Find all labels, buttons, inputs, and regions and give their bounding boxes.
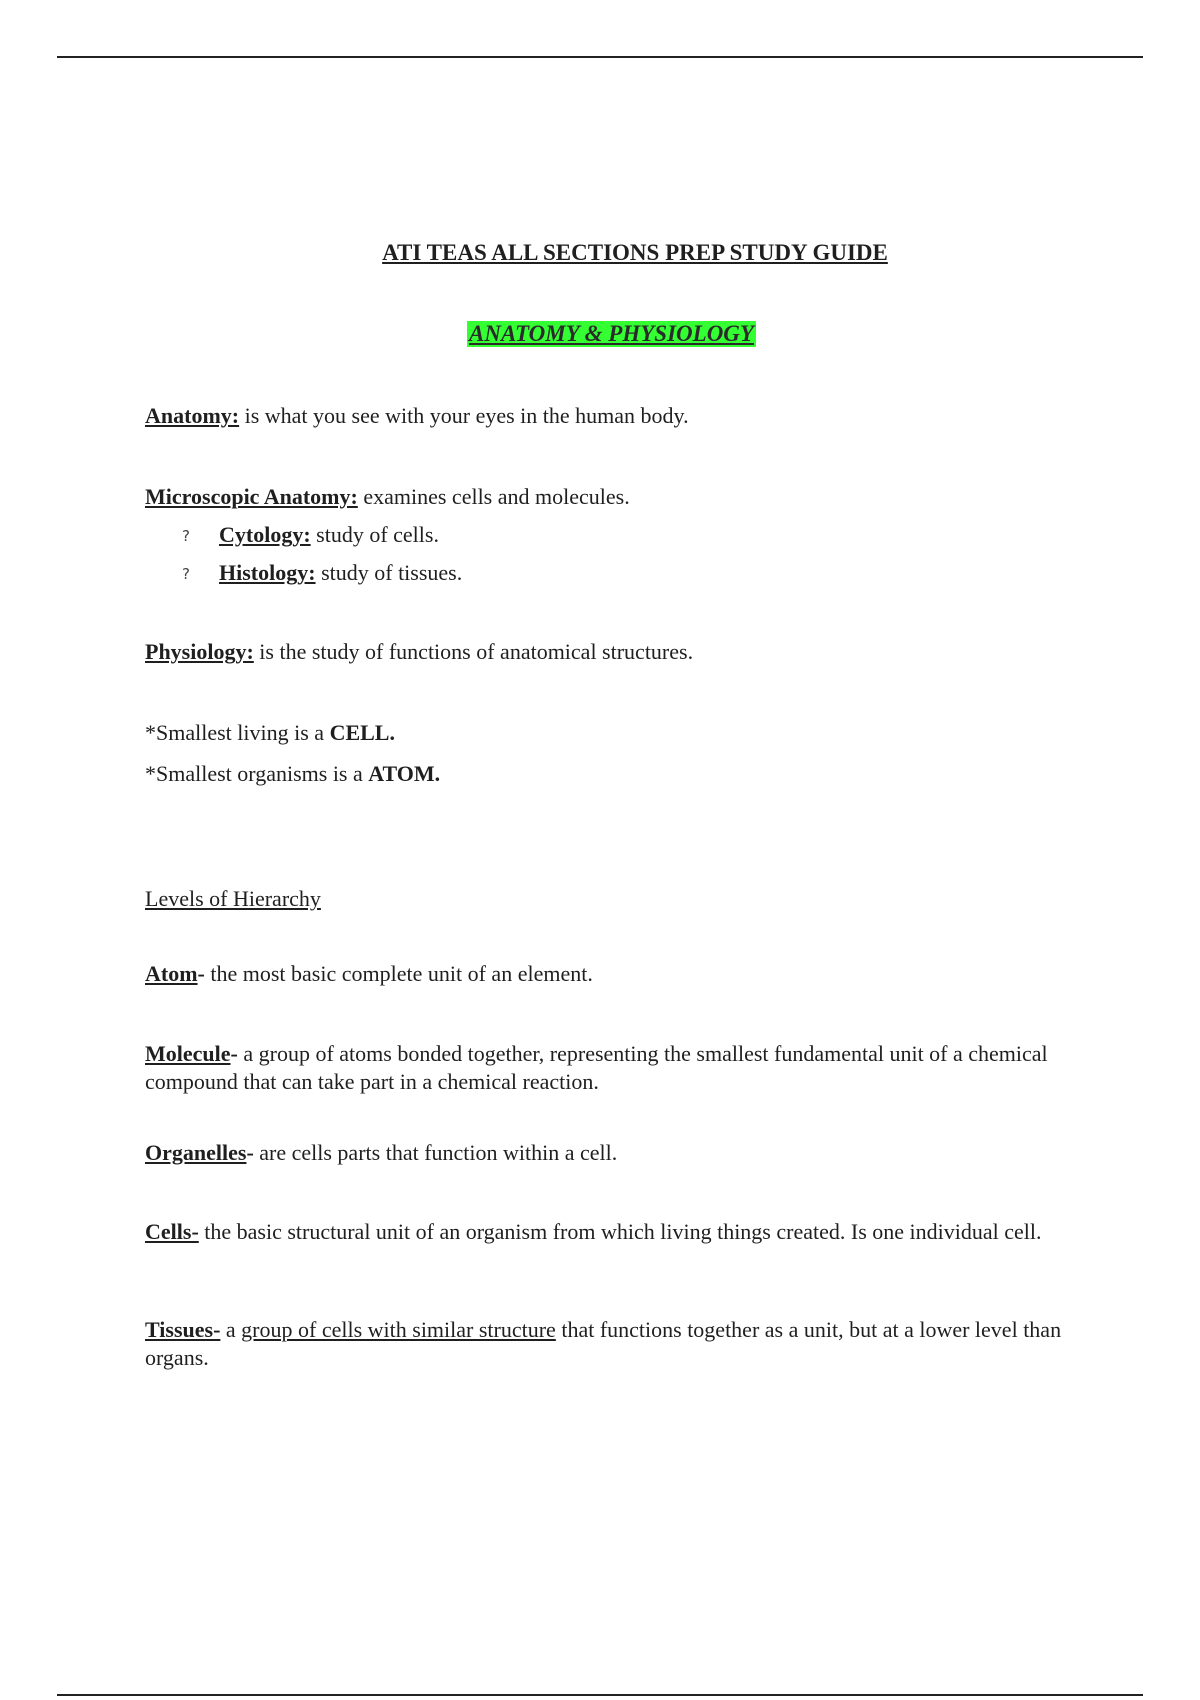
document-title: ATI TEAS ALL SECTIONS PREP STUDY GUIDE xyxy=(382,240,888,265)
smallest-living-bold: CELL. xyxy=(329,720,395,745)
atom-text: the most basic complete unit of an element. xyxy=(204,961,593,986)
organelles-dash: - xyxy=(246,1140,254,1165)
subject-heading: ANATOMY & PHYSIOLOGY xyxy=(469,321,754,346)
histology-bullet-icon: ? xyxy=(182,565,190,583)
atom-definition xyxy=(145,960,593,988)
molecule-definition xyxy=(145,1040,1090,1096)
organelles-text: are cells parts that function within a cell. xyxy=(253,1140,618,1165)
physiology-definition xyxy=(145,638,693,666)
tissues-pre: a xyxy=(220,1317,242,1342)
atom-term: Atom xyxy=(145,961,198,986)
cells-text: the basic structural unit of an organism from which living things created. Is one individual cell. xyxy=(198,1219,1042,1244)
cytology-term: Cytology: xyxy=(219,522,311,547)
microscopic-anatomy-text: examines cells and molecules. xyxy=(357,484,630,509)
atom-dash: - xyxy=(197,961,205,986)
physiology-term: Physiology: xyxy=(145,639,254,664)
microscopic-anatomy-term: Microscopic Anatomy: xyxy=(145,484,358,509)
molecule-term: Molecule xyxy=(145,1041,231,1066)
cells-definition xyxy=(145,1218,1090,1246)
anatomy-definition xyxy=(145,402,689,430)
organelles-definition xyxy=(145,1139,617,1167)
microscopic-anatomy-definition xyxy=(145,483,630,511)
histology-definition xyxy=(219,559,462,587)
hierarchy-heading: Levels of Hierarchy xyxy=(145,886,321,911)
smallest-organism-text: *Smallest organisms is a xyxy=(145,761,369,786)
cytology-definition xyxy=(219,521,439,549)
cytology-text: study of cells. xyxy=(310,522,439,547)
smallest-living-fact xyxy=(145,719,395,747)
smallest-living-text: *Smallest living is a xyxy=(145,720,330,745)
top-rule xyxy=(57,56,1143,58)
tissues-text: that functions together as a unit, but at a lower level than organs. xyxy=(145,1317,1062,1370)
cytology-bullet-icon: ? xyxy=(182,527,190,545)
anatomy-term: Anatomy: xyxy=(145,403,240,428)
smallest-organism-fact xyxy=(145,760,440,788)
molecule-text: a group of atoms bonded together, representing the smallest fundamental unit of a chemical compound that can take part in a chemical reaction. xyxy=(145,1041,1048,1094)
bottom-rule xyxy=(57,1694,1143,1696)
smallest-organism-bold: ATOM. xyxy=(368,761,441,786)
tissues-underlined: group of cells with similar structure xyxy=(241,1317,556,1342)
cells-term: Cells- xyxy=(145,1219,199,1244)
tissues-term: Tissues- xyxy=(145,1317,221,1342)
molecule-dash: - xyxy=(230,1041,238,1066)
organelles-term: Organelles xyxy=(145,1140,247,1165)
histology-term: Histology: xyxy=(219,560,316,585)
tissues-definition xyxy=(145,1316,1090,1372)
physiology-text: is the study of functions of anatomical structures. xyxy=(253,639,694,664)
anatomy-text: is what you see with your eyes in the human body. xyxy=(239,403,689,428)
histology-text: study of tissues. xyxy=(315,560,463,585)
